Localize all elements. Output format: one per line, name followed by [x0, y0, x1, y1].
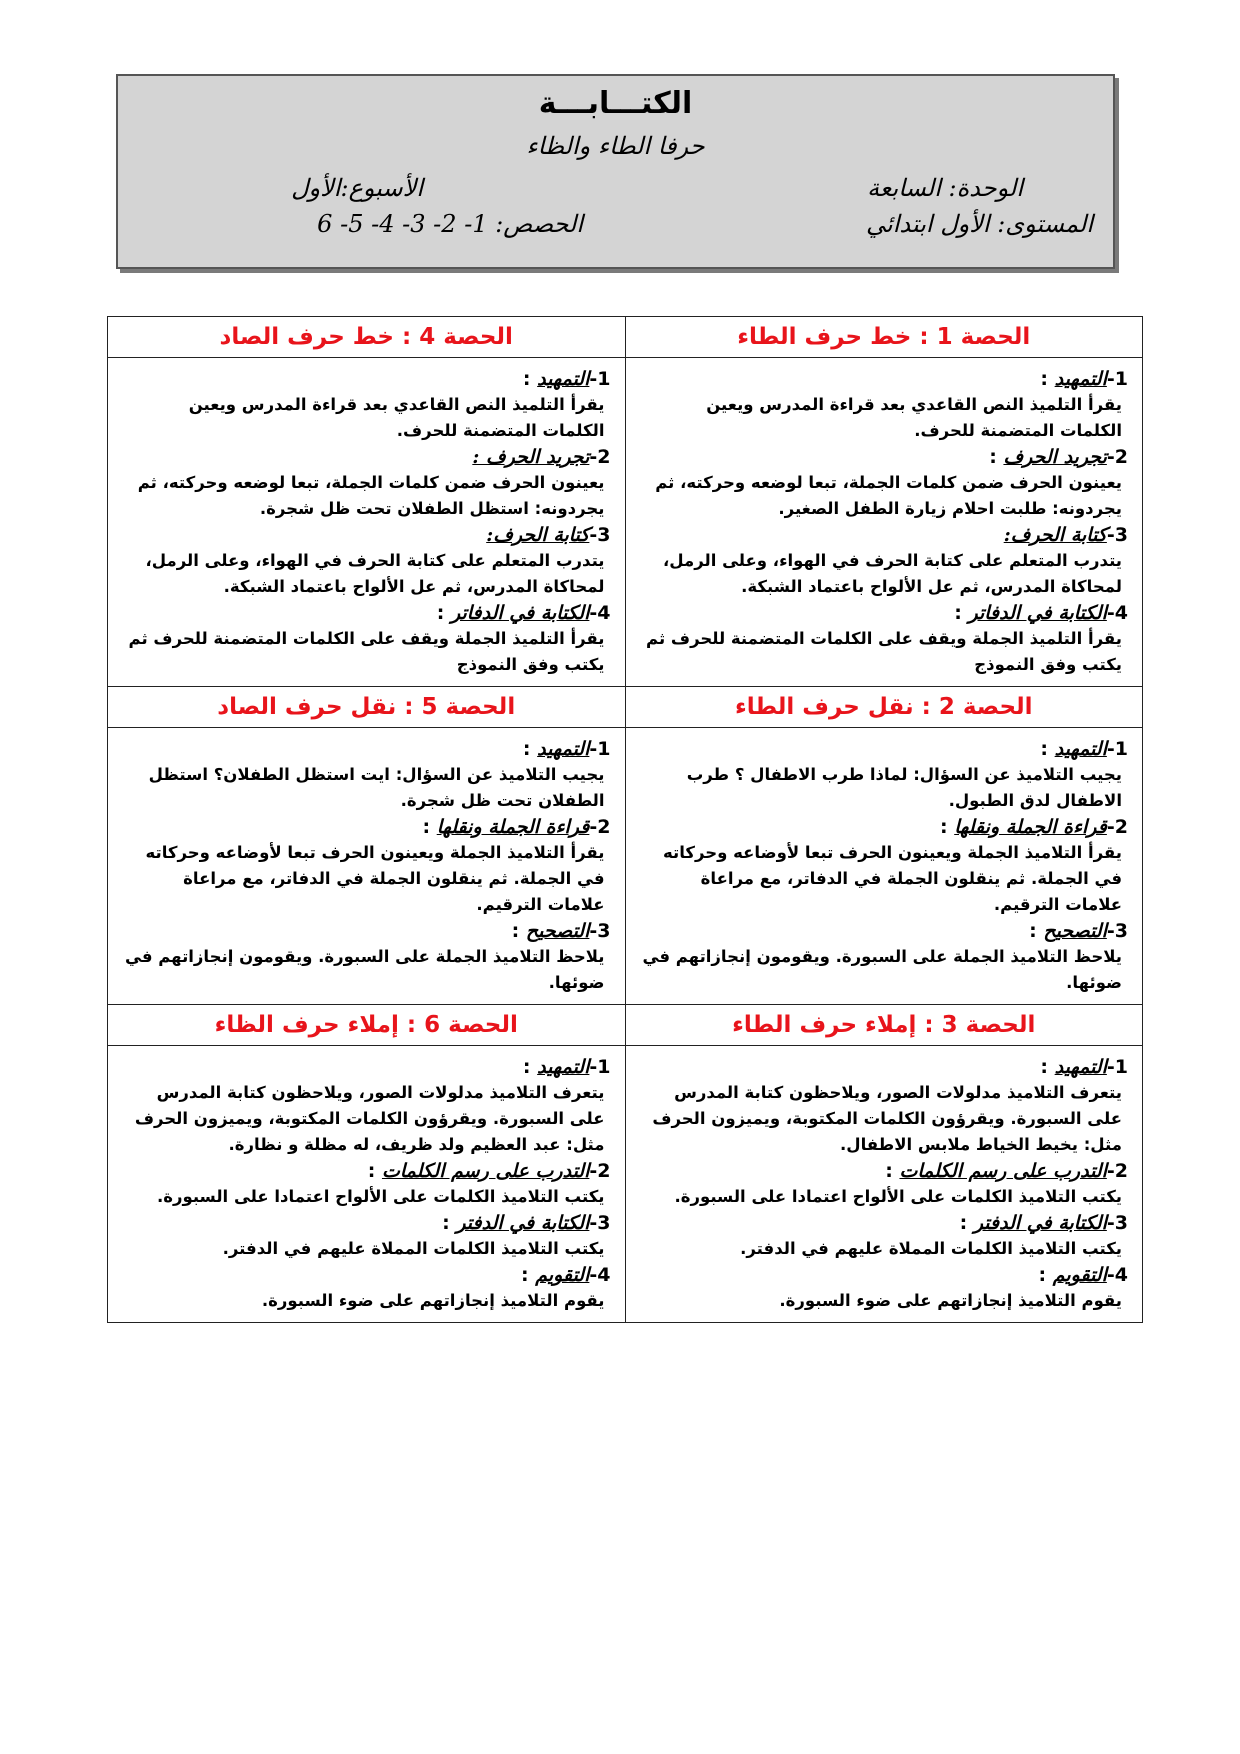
lesson-step — [122, 1054, 611, 1158]
step-text: يكتب التلاميذ الكلمات على الألواح اعتمادا على السبورة. — [674, 1187, 1122, 1206]
step-number: 2- — [589, 446, 611, 468]
unit-label: الوحدة: السابعة — [867, 174, 1023, 202]
step-number: 4- — [1106, 1264, 1128, 1286]
lesson-step — [122, 444, 611, 522]
step-colon: : — [1040, 368, 1055, 390]
step-label: التصحيح — [525, 920, 590, 942]
step-text: يقوم التلاميذ إنجازاتهم على ضوء السبورة. — [779, 1291, 1122, 1310]
step-text: يجيب التلاميذ عن السؤال: لماذا طرب الاطفال ؟ طرب الاطفال لدق الطبول. — [686, 765, 1122, 810]
step-heading — [640, 1158, 1129, 1184]
step-number: 4- — [1106, 602, 1128, 624]
step-heading — [640, 1054, 1129, 1080]
level-label: المستوى: الأول ابتدائي — [866, 210, 1093, 238]
session-title-cell: الحصة 6 : إملاء حرف الظاء — [108, 1005, 626, 1046]
step-text: يتعرف التلاميذ مدلولات الصور، ويلاحظون كتابة المدرس على السبورة. ويقرؤون الكلمات المكتوبة، ويميزون الحرف مثل: عبد العظيم ولد ظريف، له مظلة و نظارة. — [134, 1083, 605, 1154]
step-colon: : — [1038, 1264, 1053, 1286]
step-number: 4- — [589, 602, 611, 624]
step-colon: : — [442, 1212, 457, 1234]
step-colon: : — [522, 368, 538, 390]
page-subtitle: حرفا الطاء والظاء — [526, 132, 705, 160]
step-text: يقرأ التلميذ الجملة ويقف على الكلمات المتضمنة للحرف ثم يكتب وفق النموذج — [128, 629, 605, 674]
step-number: 1- — [589, 368, 611, 390]
step-heading — [640, 736, 1129, 762]
lesson-step — [122, 1210, 611, 1262]
session-title-cell: الحصة 1 : خط حرف الطاء — [625, 317, 1143, 358]
step-number: 4- — [589, 1264, 611, 1286]
step-label: التصحيح — [1043, 920, 1107, 942]
step-number: 3- — [1106, 524, 1128, 546]
step-label: التمهيد — [1054, 1056, 1107, 1078]
step-text: يجيب التلاميذ عن السؤال: ايت استظل الطفلان؟ استظل الطفلان تحت ظل شجرة. — [148, 765, 605, 810]
lesson-step — [122, 522, 611, 600]
step-colon: : — [1029, 920, 1044, 942]
step-heading — [122, 736, 611, 762]
step-heading — [640, 814, 1129, 840]
step-text: يقوم التلاميذ إنجازاتهم على ضوء السبورة. — [261, 1291, 605, 1310]
step-text: يتدرب المتعلم على كتابة الحرف في الهواء، وعلى الرمل، لمحاكاة المدرس، ثم عل الألواح باعتماد الشبكة. — [663, 551, 1122, 596]
step-label: التقويم — [535, 1264, 590, 1286]
step-number: 2- — [589, 816, 611, 838]
session-title-cell: الحصة 4 : خط حرف الصاد — [108, 317, 626, 358]
step-colon: : — [954, 602, 969, 624]
step-colon: : — [422, 816, 437, 838]
step-label: قراءة الجملة ونقلها — [954, 816, 1107, 838]
session-cell — [625, 728, 1143, 1005]
step-text: يتدرب المتعلم على كتابة الحرف في الهواء، وعلى الرمل، لمحاكاة المدرس، ثم عل الألواح باعتماد الشبكة. — [145, 551, 605, 596]
step-colon: : — [885, 1160, 900, 1182]
step-label: التدرب على رسم الكلمات — [899, 1160, 1107, 1182]
step-text: يقرأ التلميذ الجملة ويقف على الكلمات المتضمنة للحرف ثم يكتب وفق النموذج — [646, 629, 1122, 674]
step-heading — [122, 444, 611, 470]
step-text: يقرأ التلميذ النص القاعدي بعد قراءة المدرس ويعين الكلمات المتضمنة للحرف. — [188, 395, 605, 440]
step-label: التقويم — [1052, 1264, 1107, 1286]
step-number: 1- — [1106, 1056, 1128, 1078]
step-label: الكتابة في الدفتر — [973, 1212, 1107, 1234]
lesson-step — [640, 736, 1129, 814]
step-heading — [640, 1210, 1129, 1236]
step-label: التمهيد — [1054, 738, 1107, 760]
step-text: يلاحظ التلاميذ الجملة على السبورة. ويقومون إنجازاتهم في ضوئها. — [125, 947, 605, 992]
step-colon: : — [939, 816, 955, 838]
lesson-step — [640, 1158, 1129, 1210]
step-label: التمهيد — [537, 738, 590, 760]
lesson-step — [640, 918, 1129, 996]
step-text: يكتب التلاميذ الكلمات المملاة عليهم في الدفتر. — [740, 1239, 1122, 1258]
step-number: 3- — [589, 524, 611, 546]
lesson-step — [122, 814, 611, 918]
step-number: 3- — [589, 920, 611, 942]
step-label: التدرب على رسم الكلمات — [381, 1160, 590, 1182]
page-title: الكتـــابـــة — [538, 86, 693, 121]
step-colon: : — [367, 1160, 382, 1182]
step-heading — [640, 366, 1129, 392]
step-colon: : — [959, 1212, 974, 1234]
step-colon: : — [520, 1264, 536, 1286]
session-cell — [108, 358, 626, 687]
step-heading — [640, 522, 1129, 548]
step-label: الكتابة في الدفتر — [456, 1212, 590, 1234]
step-heading — [640, 444, 1129, 470]
step-colon: : — [1040, 738, 1055, 760]
step-text: يكتب التلاميذ الكلمات المملاة عليهم في الدفتر. — [222, 1239, 605, 1258]
session-title-cell: الحصة 2 : نقل حرف الطاء — [625, 687, 1143, 728]
lesson-step — [640, 1210, 1129, 1262]
step-number: 3- — [589, 1212, 611, 1234]
session-cell — [625, 1046, 1143, 1323]
lesson-step — [122, 1158, 611, 1210]
step-label: الكتابة في الدفاتر — [968, 602, 1107, 624]
lesson-step — [640, 522, 1129, 600]
step-heading — [122, 1262, 611, 1288]
step-text: يقرأ التلاميذ الجملة ويعينون الحرف تبعا لأوضاعه وحركاته في الجملة. ثم ينقلون الجملة في الدفاتر، مع مراعاة علامات الترقيم. — [145, 843, 605, 914]
step-text: يتعرف التلاميذ مدلولات الصور، ويلاحظون كتابة المدرس على السبورة. ويقرؤون الكلمات المكتوبة، ويميزون الحرف مثل: يخيط الخياط ملابس الاطفال. — [652, 1083, 1122, 1154]
table-row — [108, 728, 1143, 1005]
step-heading — [122, 522, 611, 548]
step-heading — [640, 1262, 1129, 1288]
lesson-step — [122, 600, 611, 678]
step-text: يلاحظ التلاميذ الجملة على السبورة. ويقومون إنجازاتهم في ضوئها. — [642, 947, 1122, 992]
step-label: التمهيد — [537, 1056, 590, 1078]
lessons-table — [107, 316, 1143, 1323]
periods-label: الحصص: 1- 2- 3- 4- 5- 6 — [317, 210, 583, 238]
step-colon: : — [1040, 1056, 1055, 1078]
session-cell — [108, 728, 626, 1005]
step-heading — [122, 600, 611, 626]
step-label: كتابة الحرف: — [1003, 524, 1107, 546]
step-number: 1- — [589, 1056, 611, 1078]
step-heading — [640, 918, 1129, 944]
step-number: 2- — [1106, 1160, 1128, 1182]
step-text: يقرأ التلاميذ الجملة ويعينون الحرف تبعا لأوضاعه وحركاته في الجملة. ثم ينقلون الجملة في الدفاتر، مع مراعاة علامات الترقيم. — [663, 843, 1122, 914]
lesson-header-box — [116, 74, 1115, 269]
step-number: 1- — [1106, 368, 1128, 390]
step-number: 2- — [1106, 816, 1128, 838]
step-number: 3- — [1106, 920, 1128, 942]
step-heading — [122, 814, 611, 840]
step-colon: : — [989, 446, 1004, 468]
step-colon: : — [522, 738, 538, 760]
lesson-step — [640, 1262, 1129, 1314]
step-heading — [122, 366, 611, 392]
step-label: تجريد الحرف — [1003, 446, 1107, 468]
lesson-step — [122, 366, 611, 444]
lesson-step — [122, 918, 611, 996]
table-header-row — [108, 1005, 1143, 1046]
table-row — [108, 358, 1143, 687]
step-label: كتابة الحرف: — [486, 524, 590, 546]
step-label: تجريد الحرف : — [472, 446, 590, 468]
session-cell — [625, 358, 1143, 687]
step-number: 2- — [1106, 446, 1128, 468]
table-row — [108, 1046, 1143, 1323]
step-label: الكتابة في الدفاتر — [450, 602, 590, 624]
step-number: 1- — [1106, 738, 1128, 760]
step-text: يعينون الحرف ضمن كلمات الجملة، تبعا لوضعه وحركته، ثم يجردونه: استظل الطفلان تحت ظل شجرة. — [137, 473, 605, 518]
step-heading — [122, 918, 611, 944]
step-colon: : — [522, 1056, 538, 1078]
lesson-step — [122, 1262, 611, 1314]
step-label: التمهيد — [537, 368, 590, 390]
step-number: 3- — [1106, 1212, 1128, 1234]
step-heading — [640, 600, 1129, 626]
lesson-step — [640, 1054, 1129, 1158]
step-number: 1- — [589, 738, 611, 760]
session-title-cell: الحصة 3 : إملاء حرف الطاء — [625, 1005, 1143, 1046]
table-header-row — [108, 687, 1143, 728]
lesson-step — [640, 600, 1129, 678]
step-number: 2- — [589, 1160, 611, 1182]
step-heading — [122, 1158, 611, 1184]
step-label: التمهيد — [1054, 368, 1107, 390]
step-colon: : — [436, 602, 451, 624]
session-title-cell: الحصة 5 : نقل حرف الصاد — [108, 687, 626, 728]
week-label: الأسبوع:الأول — [291, 174, 423, 202]
step-heading — [122, 1054, 611, 1080]
lesson-step — [640, 814, 1129, 918]
step-colon: : — [511, 920, 526, 942]
lesson-step — [122, 736, 611, 814]
lesson-step — [640, 366, 1129, 444]
step-text: يقرأ التلميذ النص القاعدي بعد قراءة المدرس ويعين الكلمات المتضمنة للحرف. — [706, 395, 1122, 440]
table-header-row — [108, 317, 1143, 358]
lesson-step — [640, 444, 1129, 522]
step-text: يعينون الحرف ضمن كلمات الجملة، تبعا لوضعه وحركته، ثم يجردونه: طلبت احلام زيارة الطفل الصغير. — [655, 473, 1122, 518]
step-label: قراءة الجملة ونقلها — [436, 816, 590, 838]
session-cell — [108, 1046, 626, 1323]
step-text: يكتب التلاميذ الكلمات على الألواح اعتمادا على السبورة. — [156, 1187, 605, 1206]
step-heading — [122, 1210, 611, 1236]
